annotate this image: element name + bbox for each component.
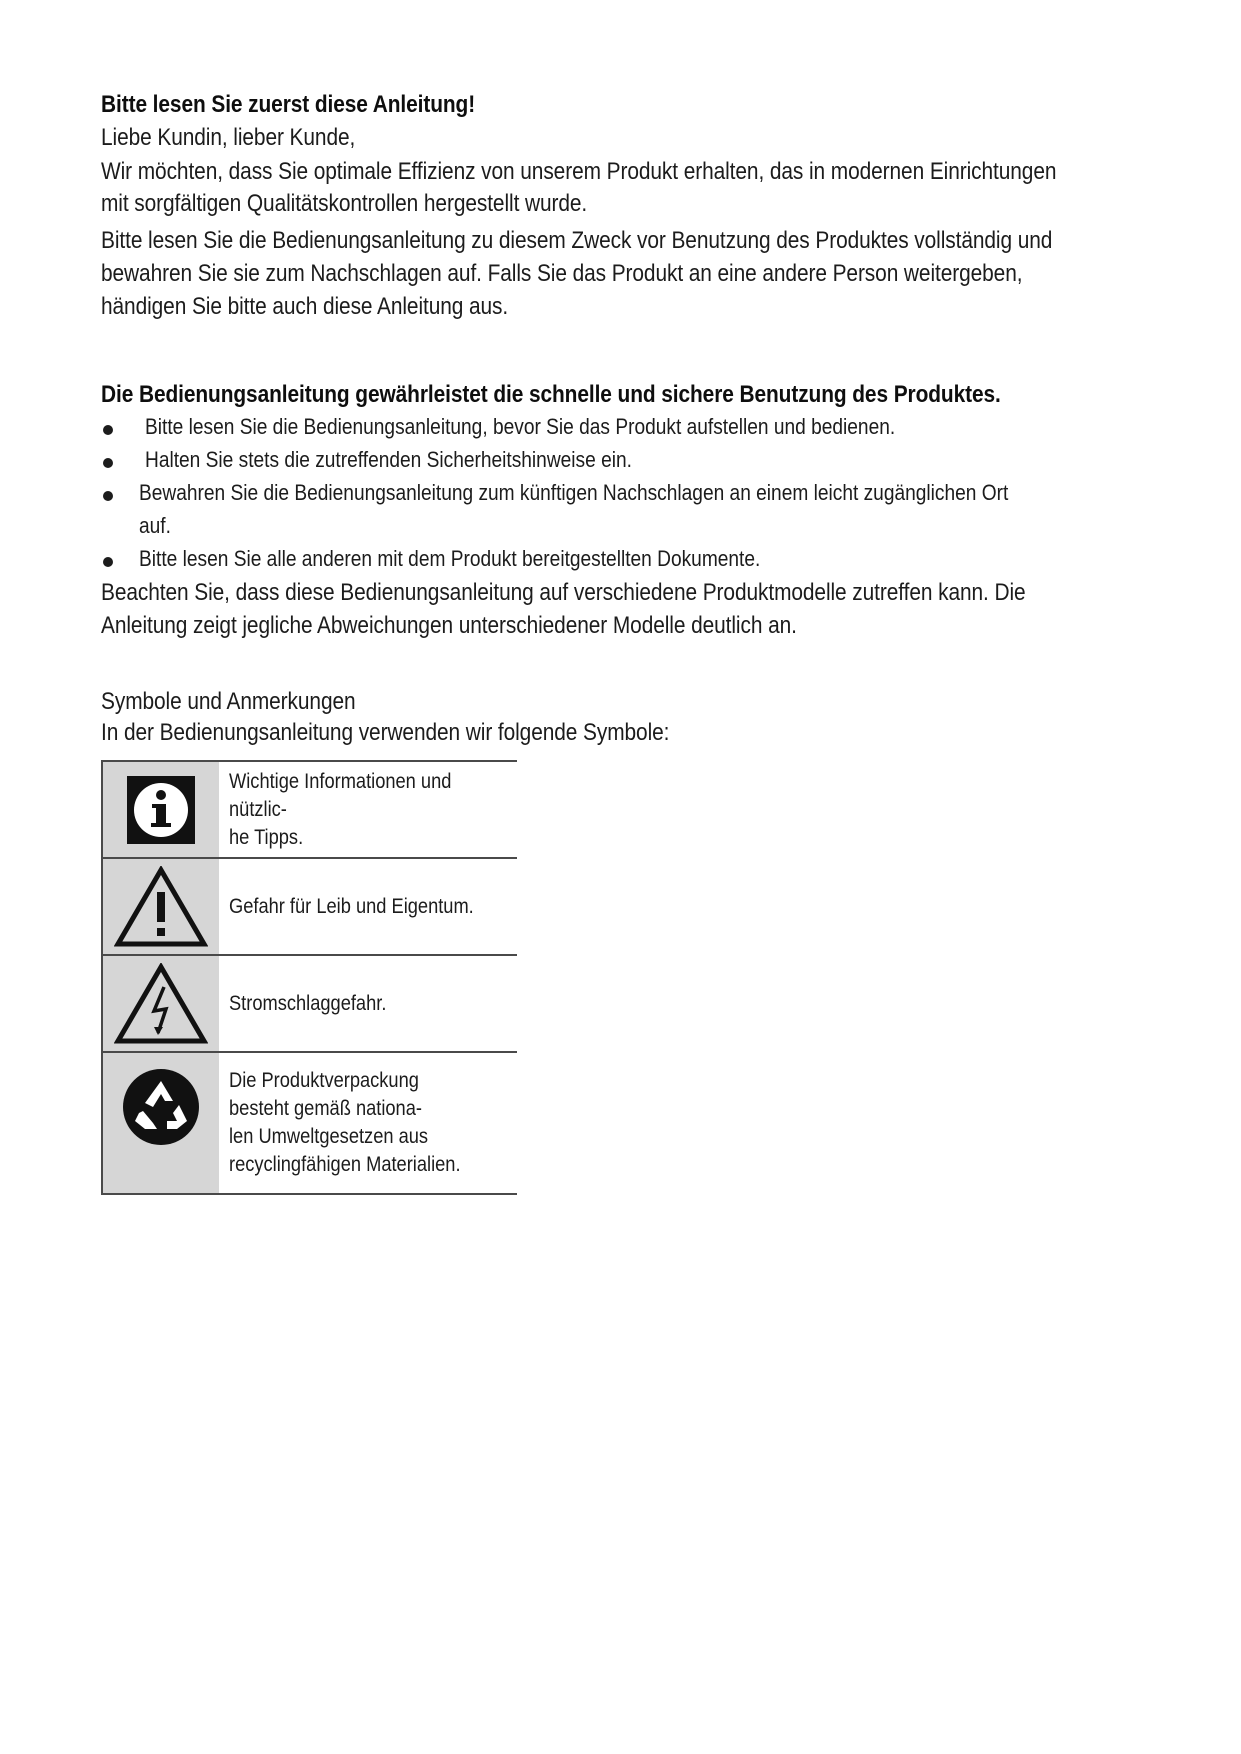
symbol-description: Die Produktverpackung besteht gemäß nationa- len Umweltgesetzen aus recyclingfähigen Materialien. <box>229 1069 461 1176</box>
electric-shock-icon <box>114 963 208 1045</box>
symbols-heading: Symbole und Anmerkungen <box>101 688 356 715</box>
symbols-table <box>101 760 517 1195</box>
bullet-dot-icon <box>103 425 113 435</box>
bullet-text: Bitte lesen Sie die Bedienungsanleitung, bevor Sie das Produkt aufstellen und bedienen. <box>145 414 896 439</box>
table-row <box>103 956 515 1053</box>
bullet-text: Bewahren Sie die Bedienungsanleitung zum künftigen Nachschlagen an einem leicht zugänglichen Ort <box>139 480 1009 505</box>
note-line-2: Anleitung zeigt jegliche Abweichungen unterschiedener Modelle deutlich an. <box>101 612 797 639</box>
guide-heading: Die Bedienungsanleitung gewährleistet die schnelle und sichere Benutzung des Produktes. <box>101 381 1001 408</box>
bullet-text-continuation: auf. <box>139 513 171 538</box>
note-line-1: Beachten Sie, dass diese Bedienungsanleitung auf verschiedene Produktmodelle zutreffen kann. Die <box>101 579 1026 606</box>
table-row <box>103 762 515 859</box>
symbols-intro: In der Bedienungsanleitung verwenden wir folgende Symbole: <box>101 719 670 746</box>
intro-paragraph-2-line-1: Bitte lesen Sie die Bedienungsanleitung zu diesem Zweck vor Benutzung des Produktes vollständig und <box>101 227 1053 254</box>
intro-paragraph-1-line-1: Wir möchten, dass Sie optimale Effizienz von unserem Produkt erhalten, das in modernen Einrichtungen <box>101 158 1057 185</box>
intro-paragraph-1-line-2: mit sorgfältigen Qualitätskontrollen hergestellt wurde. <box>101 190 588 217</box>
symbol-cell <box>103 1053 219 1193</box>
bullet-dot-icon <box>103 557 113 567</box>
symbol-description: Wichtige Informationen und nützlic- he Tipps. <box>229 769 452 849</box>
symbol-description-cell <box>219 859 529 954</box>
symbol-description-cell <box>219 762 529 857</box>
symbol-description: Stromschlaggefahr. <box>229 991 387 1015</box>
symbol-description: Gefahr für Leib und Eigentum. <box>229 894 474 918</box>
bullet-dot-icon <box>103 491 113 501</box>
intro-paragraph-2-line-2: bewahren Sie sie zum Nachschlagen auf. Falls Sie das Produkt an eine andere Person weitergeben, <box>101 260 1023 287</box>
warning-icon <box>114 866 208 948</box>
symbol-cell <box>103 762 219 857</box>
intro-heading: Bitte lesen Sie zuerst diese Anleitung! <box>101 91 476 118</box>
bullet-dot-icon <box>103 458 113 468</box>
symbol-cell <box>103 859 219 954</box>
symbol-description-cell <box>219 1053 529 1193</box>
table-row <box>103 859 515 956</box>
symbol-cell <box>103 956 219 1051</box>
table-row <box>103 1053 515 1193</box>
info-icon <box>125 774 197 846</box>
bullet-text: Halten Sie stets die zutreffenden Sicherheitshinweise ein. <box>145 447 632 472</box>
greeting: Liebe Kundin, lieber Kunde, <box>101 124 356 151</box>
bullet-text: Bitte lesen Sie alle anderen mit dem Produkt bereitgestellten Dokumente. <box>139 546 761 571</box>
recycling-icon <box>121 1067 201 1147</box>
intro-paragraph-2-line-3: händigen Sie bitte auch diese Anleitung aus. <box>101 293 509 320</box>
symbol-description-cell <box>219 956 529 1051</box>
